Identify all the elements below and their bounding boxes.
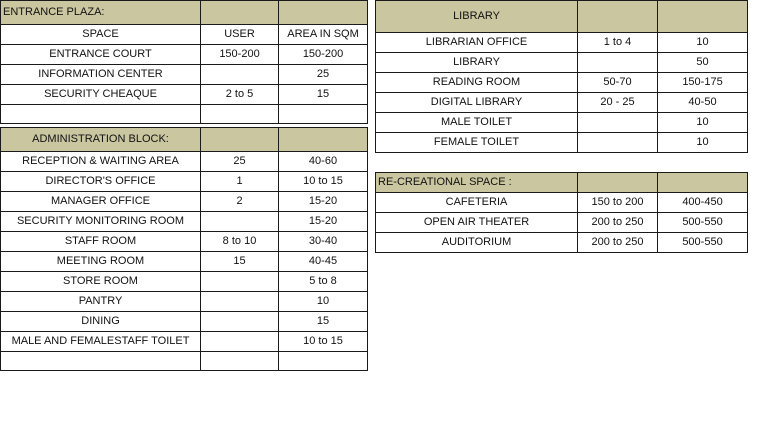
area-cell: 10 — [279, 292, 368, 312]
table-row — [376, 233, 748, 253]
table-row — [376, 73, 748, 93]
user-cell: 15 — [201, 252, 279, 272]
area-cell: 15-20 — [279, 212, 368, 232]
area-cell: 40-60 — [279, 152, 368, 172]
section-title: ADMINISTRATION BLOCK: — [1, 128, 201, 152]
user-cell — [201, 212, 279, 232]
table-row — [1, 312, 368, 332]
user-cell: 2 to 5 — [201, 85, 279, 105]
table-row — [376, 213, 748, 233]
administration-block-table — [0, 127, 368, 371]
space-cell: DINING — [1, 312, 201, 332]
table-row — [376, 33, 748, 53]
space-cell: ENTRANCE COURT — [1, 45, 201, 65]
space-cell: STORE ROOM — [1, 272, 201, 292]
recreational-space-table — [375, 172, 748, 253]
area-cell: 500-550 — [658, 233, 748, 253]
area-cell: 10 — [658, 133, 748, 153]
table-row — [376, 133, 748, 153]
table-row — [1, 172, 368, 192]
area-cell: 15-20 — [279, 192, 368, 212]
user-cell — [578, 53, 658, 73]
area-cell: 10 to 15 — [279, 172, 368, 192]
area-cell: 150-175 — [658, 73, 748, 93]
user-cell: 200 to 250 — [578, 213, 658, 233]
section-title: LIBRARY — [376, 1, 578, 33]
user-cell: 25 — [201, 152, 279, 172]
space-cell: PANTRY — [1, 292, 201, 312]
user-cell — [201, 332, 279, 352]
table-row — [1, 212, 368, 232]
user-cell: 1 — [201, 172, 279, 192]
user-cell: 200 to 250 — [578, 233, 658, 253]
column-header-user: USER — [201, 25, 279, 45]
space-cell: SECURITY CHEAQUE — [1, 85, 201, 105]
space-cell: CAFETERIA — [376, 193, 578, 213]
user-cell: 150-200 — [201, 45, 279, 65]
area-cell: 150-200 — [279, 45, 368, 65]
user-cell — [201, 65, 279, 85]
user-cell: 150 to 200 — [578, 193, 658, 213]
area-cell: 15 — [279, 85, 368, 105]
area-cell: 10 — [658, 33, 748, 53]
section-header-row — [1, 128, 368, 152]
section-header-row — [376, 173, 748, 193]
table-row — [1, 152, 368, 172]
area-cell: 40-45 — [279, 252, 368, 272]
table-row — [1, 272, 368, 292]
space-cell: LIBRARIAN OFFICE — [376, 33, 578, 53]
space-cell: AUDITORIUM — [376, 233, 578, 253]
space-cell: MALE AND FEMALESTAFF TOILET — [1, 332, 201, 352]
user-cell — [201, 272, 279, 292]
space-cell: MANAGER OFFICE — [1, 192, 201, 212]
table-row — [376, 53, 748, 73]
space-cell: READING ROOM — [376, 73, 578, 93]
table-row — [1, 85, 368, 105]
area-cell: 30-40 — [279, 232, 368, 252]
table-row — [1, 45, 368, 65]
space-cell: RECEPTION & WAITING AREA — [1, 152, 201, 172]
table-row — [1, 232, 368, 252]
user-cell — [578, 113, 658, 133]
entrance-plaza-table — [0, 0, 368, 124]
space-cell: LIBRARY — [376, 53, 578, 73]
column-header-area: AREA IN SQM — [279, 25, 368, 45]
column-header-space: SPACE — [1, 25, 201, 45]
table-row — [1, 65, 368, 85]
space-cell: SECURITY MONITORING ROOM — [1, 212, 201, 232]
user-cell — [201, 292, 279, 312]
space-cell: MEETING ROOM — [1, 252, 201, 272]
section-header-row — [376, 1, 748, 33]
area-cell: 5 to 8 — [279, 272, 368, 292]
table-row — [1, 332, 368, 352]
area-cell: 15 — [279, 312, 368, 332]
area-cell: 10 — [658, 113, 748, 133]
area-cell: 50 — [658, 53, 748, 73]
user-cell: 1 to 4 — [578, 33, 658, 53]
user-cell — [578, 133, 658, 153]
user-cell: 50-70 — [578, 73, 658, 93]
space-cell: INFORMATION CENTER — [1, 65, 201, 85]
column-header-row — [1, 25, 368, 45]
user-cell — [201, 312, 279, 332]
space-cell: STAFF ROOM — [1, 232, 201, 252]
empty-row — [1, 105, 368, 124]
space-cell: DIRECTOR'S OFFICE — [1, 172, 201, 192]
section-title: ENTRANCE PLAZA: — [1, 1, 201, 25]
space-cell: FEMALE TOILET — [376, 133, 578, 153]
area-cell: 10 to 15 — [279, 332, 368, 352]
empty-row — [1, 352, 368, 371]
space-cell: OPEN AIR THEATER — [376, 213, 578, 233]
table-row — [1, 192, 368, 212]
user-cell: 8 to 10 — [201, 232, 279, 252]
area-cell: 25 — [279, 65, 368, 85]
section-title: RE-CREATIONAL SPACE : — [376, 173, 578, 193]
area-cell: 400-450 — [658, 193, 748, 213]
table-row — [376, 193, 748, 213]
space-cell: DIGITAL LIBRARY — [376, 93, 578, 113]
user-cell: 20 - 25 — [578, 93, 658, 113]
table-row — [1, 252, 368, 272]
area-cell: 40-50 — [658, 93, 748, 113]
table-row — [1, 292, 368, 312]
library-table — [375, 0, 748, 153]
user-cell: 2 — [201, 192, 279, 212]
table-row — [376, 93, 748, 113]
space-cell: MALE TOILET — [376, 113, 578, 133]
area-cell: 500-550 — [658, 213, 748, 233]
table-row — [376, 113, 748, 133]
section-header-row — [1, 1, 368, 25]
